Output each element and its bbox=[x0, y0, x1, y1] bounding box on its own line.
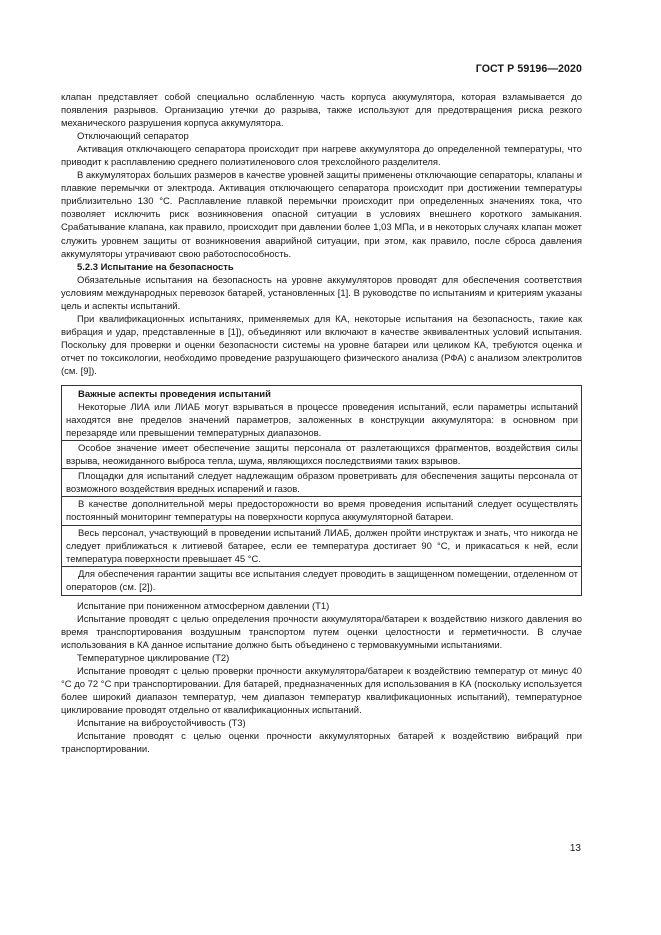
paragraph-t2: Испытание проводят с целью проверки прочности аккумулятора/батареи к воздействию температур от минус 40 °С до 72 °С при транспортировании. Для батарей, предназначенных для использования в КА (поскольку используется более широкий диапазон температур, чем диапазон температур квалификационных испытаний), температурное циклирование проводят отдельно от квалификационных испытаний. bbox=[61, 665, 582, 717]
important-aspects-box bbox=[61, 385, 582, 596]
box-paragraph-protected-room: Для обеспечения гарантии защиты все испытания следует проводить в защищенном помещении, отделенном от операторов (см. [2]). bbox=[62, 566, 581, 594]
paragraph-mandatory-tests: Обязательные испытания на безопасность на уровне аккумуляторов проводят для обеспечения соответствия условиям международных перевозок батарей, установленных [1]. В руководстве по испытаниям и критериям указаны цель и аспекты испытаний. bbox=[61, 274, 582, 312]
subheading-t1: Испытание при пониженном атмосферном давлении (Т1) bbox=[77, 600, 330, 612]
box-paragraph-personnel-protection: Особое значение имеет обеспечение защиты персонала от разлетающихся фрагментов, воздействия силы взрыва, неожиданного выброса тепла, шума, являющихся последствиями таких взрывов. bbox=[62, 440, 581, 468]
box-paragraph-monitoring: В качестве дополнительной меры предосторожности во время проведения испытаний следует осуществлять постоянный мониторинг температуры на поверхности корпуса аккумуляторной батареи. bbox=[62, 496, 581, 524]
section-title: 5.2.3 Испытание на безопасность bbox=[77, 261, 234, 273]
paragraph-separator-activation: Активация отключающего сепаратора происходит при нагреве аккумулятора до определенной температуры, что приводит к расплавлению среднего полиэтиленового слоя трехслойного разделителя. bbox=[61, 144, 582, 169]
box-paragraph-instruction: Весь персонал, участвующий в проведении испытаний ЛИАБ, должен пройти инструктаж и знать, что никогда не следует приближаться к литиевой батарее, если ее температура достигает 90 °С, и прикасаться к ней, если температура поверхности превышает 45 °С. bbox=[62, 525, 581, 566]
paragraph-t3: Испытание проводят с целью оценки прочности аккумуляторных батарей к воздействию вибраций при транспортировании. bbox=[61, 731, 582, 756]
box-paragraph-explosion: Некоторые ЛИА или ЛИАБ могут взрываться в процессе проведения испытаний, если параметры испытаний находятся вне пределов значений параметров, заложенных в конструкции аккумулятора: в основном при перезаряде или превышении температурных диапазонов. bbox=[66, 402, 578, 440]
subheading-t2: Температурное циклирование (Т2) bbox=[77, 652, 230, 664]
paragraph-qualification-tests: При квалификационных испытаниях, применяемых для КА, некоторые испытания на безопасность, такие как вибрация и удар, представленные в [1]), объединяют или включают в качестве эквивалентных условий испытания. Поскольку для проверки и оценки безопасности системы на уровне батареи или целиком КА, требуются оценка и отчет по токсикологии, необходимо проведение разрушающего физического анализа (РФА) с анализом электролитов (см. [9]). bbox=[61, 313, 582, 377]
subheading-separator: Отключающий сепаратор bbox=[77, 131, 189, 143]
document-body bbox=[61, 91, 582, 756]
box-title: Важные аспекты проведения испытаний bbox=[78, 389, 271, 401]
box-paragraph-ventilation: Площадки для испытаний следует надлежащим образом проветривать для обеспечения защиты персонала от возможного воздействия вредных испарений и газов. bbox=[62, 468, 581, 496]
paragraph-protection-levels: В аккумуляторах больших размеров в качестве уровней защиты применены отключающие сепараторы, клапаны и плавкие перемычки от электрода. Активация отключающего сепаратора происходит при достижении температуры приблизительно 130 °С. Расплавление плавкой перемычки происходит при определенных значениях тока, что позволяет исключить риск возникновения опасной ситуации в условиях внешнего короткого замыкания. Срабатывание клапана, как правило, происходит при давлении более 1,03 МПа, и в некоторых случаях клапан может служить уровнем защиты от возникновения аварийной ситуации, при этом, как правило, после сброса давления аккумуляторы утрачивают свою работоспособность. bbox=[61, 170, 582, 260]
paragraph-t1: Испытание проводят с целью определения прочности аккумулятора/батареи к воздействию низкого давления во время транспортирования воздушным транспортом путем оценки целостности и герметичности. В случае использования в КА данное испытание должно быть объединено с термовакуумными испытаниями. bbox=[61, 613, 582, 651]
document-id: ГОСТ Р 59196—2020 bbox=[475, 63, 582, 75]
paragraph-valve: клапан представляет собой специально ослабленную часть корпуса аккумулятора, которая взламывается до появления разрывов. Организацию утечки до разрыва, также используют для предотвращения риска резкого механического разрушения корпуса аккумулятора. bbox=[61, 92, 582, 130]
subheading-t3: Испытание на виброустойчивость (Т3) bbox=[77, 718, 246, 730]
page-number: 13 bbox=[569, 843, 581, 854]
